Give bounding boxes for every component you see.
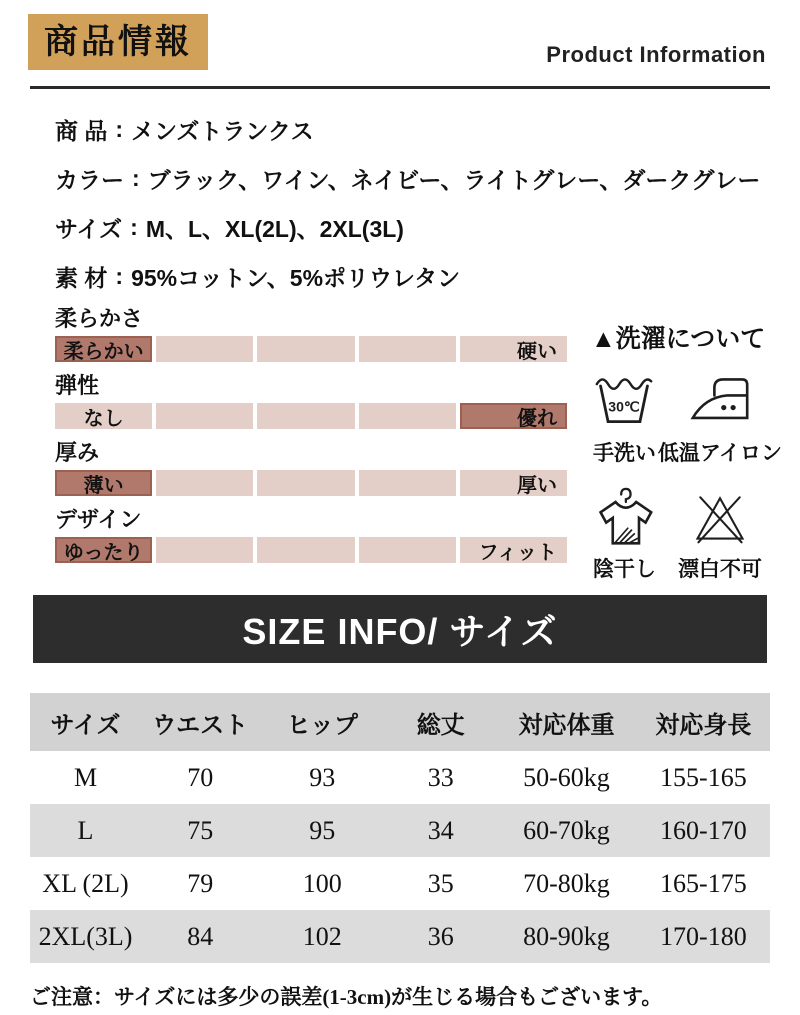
thickness-scale-bar <box>55 470 567 496</box>
washing-instructions <box>591 307 782 583</box>
size-tolerance-note: ご注意：サイズには多少の誤差(1-3cm)が生じる場合もございます。 <box>30 985 663 1010</box>
attribute-name: 厚み <box>55 440 100 466</box>
spec-label: 素 材 <box>55 265 108 292</box>
scale-right-label: 硬い <box>517 340 558 363</box>
spec-label: カラー <box>55 167 124 194</box>
scale-right-label: 優れ <box>517 407 558 430</box>
scale-segment <box>359 403 456 429</box>
cell-height: 160-170 <box>637 804 770 857</box>
washing-item-label: 低温アイロン <box>657 442 782 466</box>
spec-separator: : <box>132 165 140 192</box>
size-info-banner: SIZE INFO/ サイズ <box>33 595 767 663</box>
spec-value: 95%コットン、5%ポリウレタン <box>131 265 461 292</box>
cell-hip: 100 <box>302 868 342 898</box>
scale-right-label: 厚い <box>517 474 558 497</box>
cell-height: 170-180 <box>637 910 770 963</box>
cell-hip: 93 <box>309 762 336 792</box>
iron-icon <box>689 371 751 431</box>
cell-size: L <box>30 804 141 857</box>
table-row-l <box>30 804 770 857</box>
table-row-xl <box>30 857 770 910</box>
washing-title: ▲洗濯について <box>591 325 766 354</box>
scale-segment <box>257 336 354 362</box>
cell-weight: 50-60kg <box>523 762 610 792</box>
column-header-size: サイズ <box>30 693 141 751</box>
scale-segment <box>359 336 456 362</box>
washing-item-low-iron <box>658 371 782 467</box>
attribute-elasticity <box>55 374 567 429</box>
cell-hip: 102 <box>259 910 385 963</box>
cell-total-length: 36 <box>385 910 496 963</box>
attribute-thickness <box>55 441 567 496</box>
attribute-name: デザイン <box>55 507 142 533</box>
cell-waist: 79 <box>187 868 214 898</box>
cell-height: 165-175 <box>660 868 747 898</box>
shade-dry-icon <box>593 487 655 547</box>
scale-right-label: フィット <box>478 541 558 564</box>
scale-segment <box>257 470 354 496</box>
washing-item-no-bleach <box>658 487 782 583</box>
scale-segment-active <box>460 403 567 429</box>
scale-segment <box>359 537 456 563</box>
table-row-2xl <box>30 910 770 963</box>
washing-item-label: 手洗い <box>592 442 656 466</box>
cell-waist: 75 <box>141 804 259 857</box>
cell-total-length: 35 <box>427 868 454 898</box>
scale-segment <box>156 537 253 563</box>
scale-left-label: 薄い <box>83 474 124 497</box>
scale-segment <box>460 470 567 496</box>
scale-segment <box>55 403 152 429</box>
spec-label: サイズ <box>55 216 123 243</box>
column-header-height: 対応身長 <box>637 693 770 751</box>
spec-value: M、L、XL(2L)、2XL(3L) <box>145 216 404 243</box>
design-scale-bar <box>55 537 567 563</box>
column-header-weight: 対応体重 <box>496 693 637 751</box>
cell-size: XL (2L) <box>42 868 129 898</box>
hand-wash-icon <box>593 371 655 431</box>
cell-waist: 70 <box>187 762 214 792</box>
no-bleach-icon <box>689 487 751 547</box>
attribute-name: 弾性 <box>55 373 100 399</box>
column-header-total-length: 総丈 <box>385 693 496 751</box>
scale-left-label: 柔らかい <box>63 340 144 363</box>
cell-total-length: 33 <box>427 762 454 792</box>
cell-size: 2XL(3L) <box>30 910 141 963</box>
elasticity-scale-bar <box>55 403 567 429</box>
table-header-row <box>30 693 770 751</box>
column-header-waist: ウエスト <box>141 693 259 751</box>
washing-item-label: 漂白不可 <box>677 558 762 582</box>
attribute-softness <box>55 307 567 362</box>
scale-segment <box>156 336 253 362</box>
spec-value: メンズトランクス <box>131 118 314 145</box>
cell-weight: 70-80kg <box>523 868 610 898</box>
spec-separator: : <box>115 116 124 143</box>
scale-segment <box>156 403 253 429</box>
scale-segment-active <box>55 470 152 496</box>
washing-icon-grid <box>591 371 782 583</box>
spec-separator: : <box>130 214 138 241</box>
svg-text:30℃: 30℃ <box>608 398 641 415</box>
cell-hip: 95 <box>259 804 385 857</box>
scale-segment <box>257 537 354 563</box>
attribute-scales <box>55 307 567 583</box>
washing-item-shade-dry <box>591 487 658 583</box>
scale-left-label: なし <box>83 407 124 430</box>
attribute-design <box>55 508 567 563</box>
scale-segment <box>156 470 253 496</box>
size-chart-table <box>30 693 770 963</box>
washing-item-label: 陰干し <box>592 558 656 582</box>
cell-weight: 80-90kg <box>496 910 637 963</box>
spec-separator: : <box>115 263 124 290</box>
attribute-name: 柔らかさ <box>55 306 144 332</box>
attributes-and-washing-section <box>55 307 782 583</box>
spec-value: ブラック、ワイン、ネイビー、ライトグレー、ダークグレー <box>147 167 761 194</box>
washing-item-hand-wash <box>591 371 658 467</box>
table-row-m <box>30 751 770 804</box>
spec-row-product <box>55 105 770 154</box>
spec-row-size <box>55 203 770 252</box>
cell-total-length: 34 <box>385 804 496 857</box>
cell-weight: 60-70kg <box>496 804 637 857</box>
column-header-hip: ヒップ <box>259 693 385 751</box>
header-divider <box>30 86 770 89</box>
scale-segment <box>359 470 456 496</box>
spec-row-material <box>55 252 770 301</box>
scale-segment <box>257 403 354 429</box>
scale-segment-active <box>55 537 152 563</box>
cell-size: M <box>73 762 98 792</box>
spec-label: 商 品 <box>55 118 108 145</box>
page-subtitle-english: Product Information <box>546 42 766 68</box>
scale-left-label: ゆったり <box>63 541 144 564</box>
cell-height: 155-165 <box>660 762 747 792</box>
spec-row-color <box>55 154 770 203</box>
cell-waist: 84 <box>141 910 259 963</box>
scale-segment <box>460 537 567 563</box>
page-title: 商品情報 <box>28 14 208 70</box>
page-header <box>28 14 766 70</box>
scale-segment-active <box>55 336 152 362</box>
softness-scale-bar <box>55 336 567 362</box>
scale-segment <box>460 336 567 362</box>
product-spec-list <box>55 105 770 301</box>
